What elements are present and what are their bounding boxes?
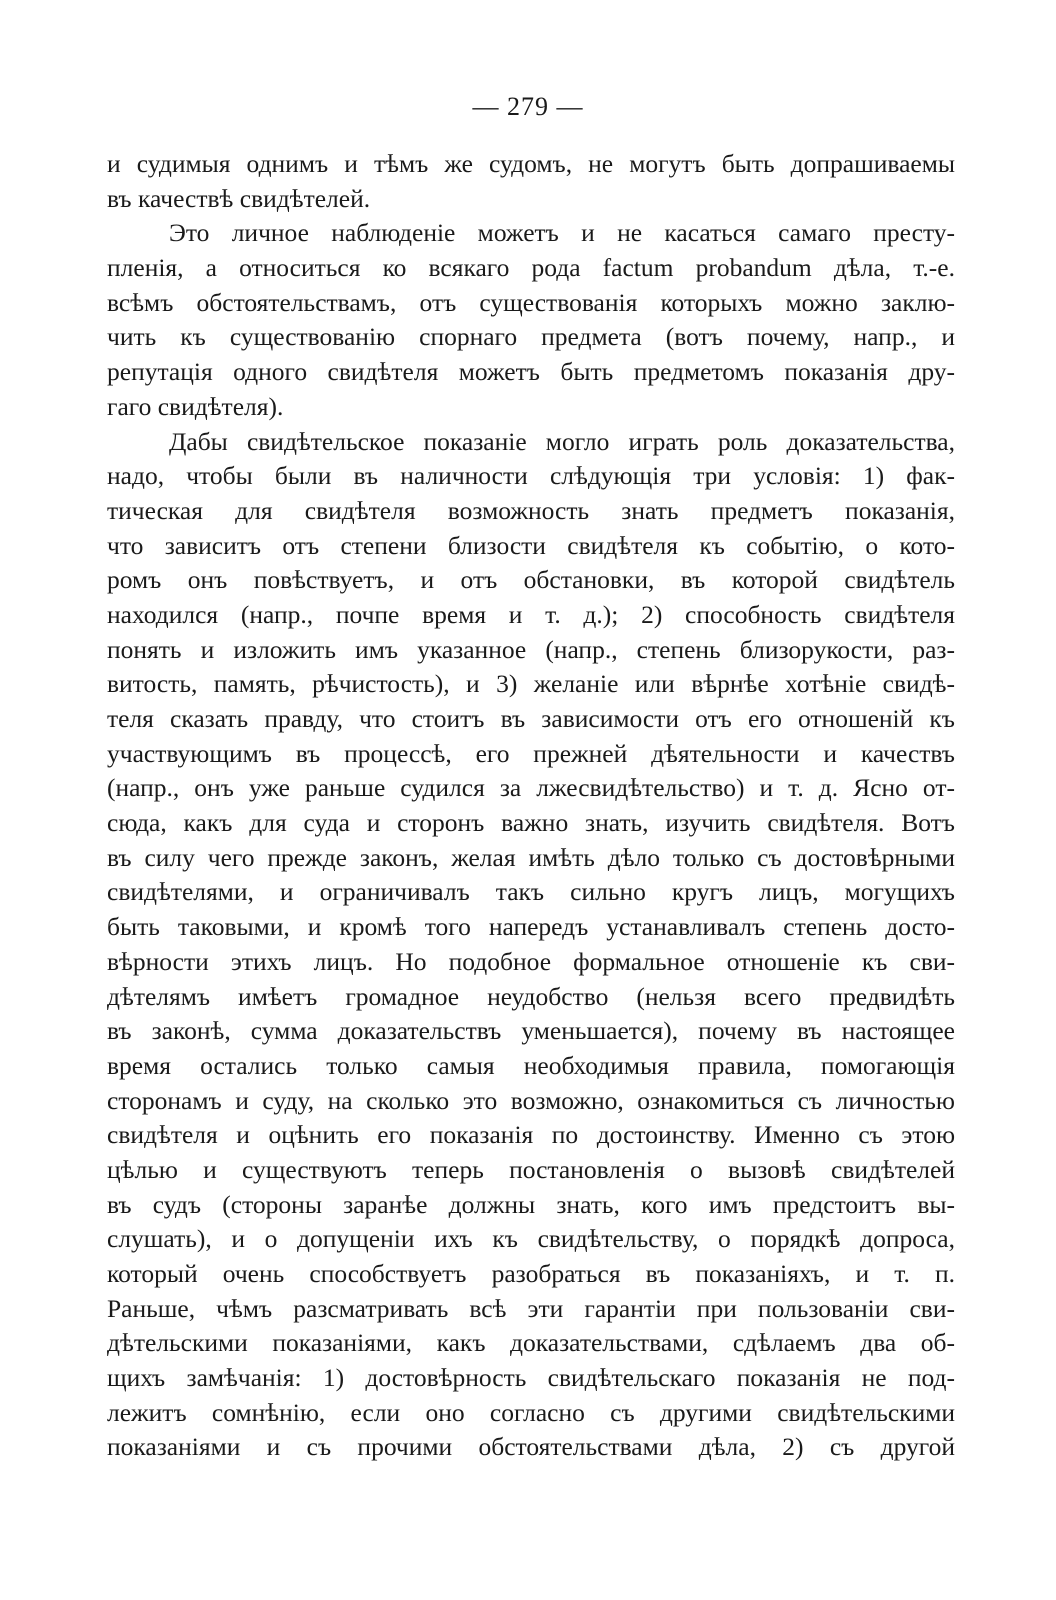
text-line: сторонамъ и суду, на сколько это возможно, ознакомиться съ личностью xyxy=(107,1085,955,1115)
text-line: щихъ замѣчанія: 1) достовѣрность свидѣтельскаго показанія не под- xyxy=(107,1363,955,1393)
text-line: время остались только самыя необходимыя правила, помогающія xyxy=(107,1050,955,1080)
text-line: который очень способствуетъ разобраться въ показаніяхъ, и т. п. xyxy=(107,1259,955,1288)
text-line: Это личное наблюденіе можетъ и не касаться самаго престу- xyxy=(169,218,955,248)
text-line: теля сказать правду, что стоитъ въ зависимости отъ его отношеній къ xyxy=(107,704,955,733)
page-number: — 279 — xyxy=(472,92,584,121)
text-line: пленія, а относиться ко всякаго рода factum probandum дѣла, т.-е. xyxy=(107,253,955,283)
text-line: что зависитъ отъ степени близости свидѣтеля къ событію, о кото- xyxy=(107,530,955,560)
text-line: участвующимъ въ процессѣ, его прежней дѣятельности и качествъ xyxy=(107,738,955,768)
text-line: надо, чтобы были въ наличности слѣдующія три условія: 1) фак- xyxy=(107,461,955,491)
text-line: дѣтелямъ имѣетъ громадное неудобство (нельзя всего предвидѣть xyxy=(107,981,955,1011)
text-line: гаго свидѣтеля). xyxy=(107,391,284,421)
text-line: сюда, какъ для суда и сторонъ важно знать, изучить свидѣтеля. Вотъ xyxy=(107,808,955,838)
text-line: свидѣтеля и оцѣнить его показанія по достоинству. Именно съ этою xyxy=(107,1120,955,1150)
text-line: репутація одного свидѣтеля можетъ быть предметомъ показанія дру- xyxy=(107,357,955,387)
text-line: и судимыя однимъ и тѣмъ же судомъ, не могутъ быть допрашиваемы xyxy=(107,149,955,178)
text-line: слушать), и о допущеніи ихъ къ свидѣтельству, о порядкѣ допроса, xyxy=(107,1224,955,1254)
text-line: въ качествѣ свидѣтелей. xyxy=(107,183,371,213)
text-line: свидѣтелями, и ограничивалъ такъ сильно кругъ лицъ, могущихъ xyxy=(107,877,955,907)
text-line: Раньше, чѣмъ разсматривать всѣ эти гарантіи при пользованіи сви- xyxy=(107,1293,955,1323)
text-line: въ силу чего прежде законъ, желая имѣть дѣло только съ достовѣрными xyxy=(107,842,955,872)
text-line: понять и изложить имъ указанное (напр., степень близорукости, раз- xyxy=(107,634,955,664)
text-line: вѣрности этихъ лицъ. Но подобное формальное отношеніе къ сви- xyxy=(107,946,955,976)
text-line: чить къ существованію спорнаго предмета (вотъ почему, напр., и xyxy=(107,322,955,352)
text-line: въ судъ (стороны заранѣе должны знать, кого имъ предстоитъ вы- xyxy=(107,1189,955,1219)
text-line: Дабы свидѣтельское показаніе могло играть роль доказательства, xyxy=(169,426,955,456)
text-line: всѣмъ обстоятельствамъ, отъ существованія которыхъ можно заклю- xyxy=(107,287,955,317)
text-line: показаніями и съ прочими обстоятельствами дѣла, 2) съ другой xyxy=(107,1432,955,1462)
text-line: быть таковыми, и кромѣ того напередъ устанавливалъ степень досто- xyxy=(107,912,955,942)
text-line: витость, память, рѣчистость), и 3) желаніе или вѣрнѣе хотѣніе свидѣ- xyxy=(107,669,955,699)
text-line: дѣтельскими показаніями, какъ доказательствами, сдѣлаемъ два об- xyxy=(107,1328,955,1358)
text-line: лежитъ сомнѣнію, если оно согласно съ другими свидѣтельскими xyxy=(107,1397,955,1427)
text-line: тическая для свидѣтеля возможность знать предметъ показанія, xyxy=(107,495,955,525)
text-line: въ законѣ, сумма доказательствъ уменьшается), почему въ настоящее xyxy=(107,1016,955,1046)
text-line: цѣлью и существуютъ теперь постановленія о вызовѣ свидѣтелей xyxy=(107,1154,955,1184)
text-line: (напр., онъ уже раньше судился за лжесвидѣтельство) и т. д. Ясно от- xyxy=(107,773,955,803)
body-text xyxy=(107,147,955,1465)
text-line: ромъ онъ повѣствуетъ, и отъ обстановки, въ которой свидѣтель xyxy=(107,565,955,595)
text-line: находился (напр., почпе время и т. д.); 2) способность свидѣтеля xyxy=(107,599,955,629)
